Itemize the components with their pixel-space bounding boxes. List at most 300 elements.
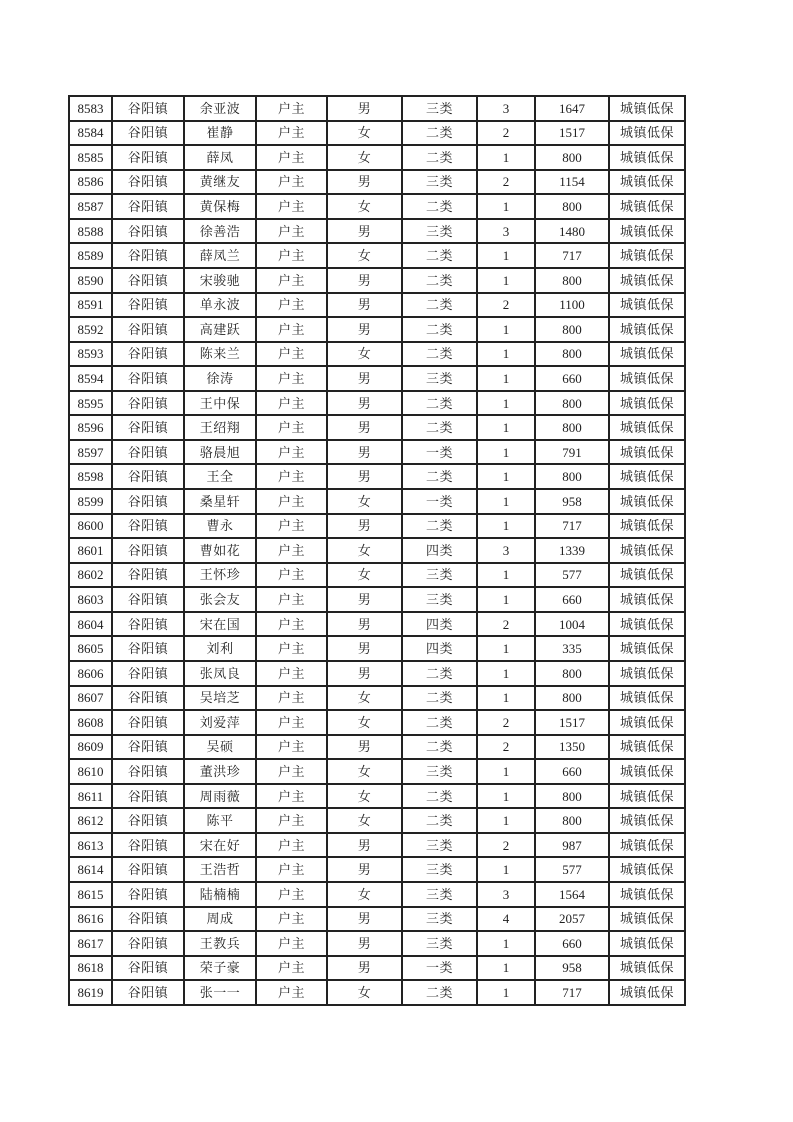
cell-household-relation: 户主 bbox=[256, 587, 327, 612]
cell-amount: 1647 bbox=[535, 96, 609, 121]
cell-record-id: 8615 bbox=[69, 882, 112, 907]
cell-town: 谷阳镇 bbox=[112, 612, 184, 637]
cell-household-size: 1 bbox=[477, 440, 535, 465]
table-row bbox=[69, 268, 685, 293]
table-row bbox=[69, 587, 685, 612]
cell-category: 三类 bbox=[402, 857, 477, 882]
cell-welfare-type: 城镇低保 bbox=[609, 808, 685, 833]
cell-household-relation: 户主 bbox=[256, 514, 327, 539]
cell-record-id: 8613 bbox=[69, 833, 112, 858]
cell-household-relation: 户主 bbox=[256, 464, 327, 489]
cell-amount: 800 bbox=[535, 464, 609, 489]
cell-town: 谷阳镇 bbox=[112, 268, 184, 293]
cell-household-size: 2 bbox=[477, 121, 535, 146]
cell-amount: 800 bbox=[535, 268, 609, 293]
cell-category: 三类 bbox=[402, 366, 477, 391]
cell-category: 一类 bbox=[402, 956, 477, 981]
cell-town: 谷阳镇 bbox=[112, 415, 184, 440]
cell-category: 三类 bbox=[402, 931, 477, 956]
cell-category: 二类 bbox=[402, 194, 477, 219]
cell-gender: 男 bbox=[327, 440, 402, 465]
cell-household-size: 1 bbox=[477, 194, 535, 219]
cell-household-size: 3 bbox=[477, 882, 535, 907]
cell-household-relation: 户主 bbox=[256, 784, 327, 809]
cell-category: 三类 bbox=[402, 563, 477, 588]
table-row bbox=[69, 440, 685, 465]
cell-welfare-type: 城镇低保 bbox=[609, 857, 685, 882]
cell-welfare-type: 城镇低保 bbox=[609, 956, 685, 981]
cell-record-id: 8596 bbox=[69, 415, 112, 440]
cell-gender: 女 bbox=[327, 342, 402, 367]
table-row bbox=[69, 563, 685, 588]
cell-household-size: 4 bbox=[477, 907, 535, 932]
cell-category: 三类 bbox=[402, 587, 477, 612]
cell-household-relation: 户主 bbox=[256, 538, 327, 563]
cell-household-size: 1 bbox=[477, 464, 535, 489]
cell-household-size: 1 bbox=[477, 784, 535, 809]
cell-gender: 女 bbox=[327, 194, 402, 219]
cell-welfare-type: 城镇低保 bbox=[609, 686, 685, 711]
cell-town: 谷阳镇 bbox=[112, 833, 184, 858]
cell-category: 四类 bbox=[402, 612, 477, 637]
cell-welfare-type: 城镇低保 bbox=[609, 194, 685, 219]
cell-record-id: 8599 bbox=[69, 489, 112, 514]
cell-gender: 男 bbox=[327, 956, 402, 981]
cell-record-id: 8601 bbox=[69, 538, 112, 563]
cell-category: 二类 bbox=[402, 293, 477, 318]
cell-gender: 男 bbox=[327, 96, 402, 121]
cell-category: 二类 bbox=[402, 735, 477, 760]
cell-resident-name: 余亚波 bbox=[184, 96, 256, 121]
cell-record-id: 8617 bbox=[69, 931, 112, 956]
cell-household-size: 1 bbox=[477, 243, 535, 268]
cell-gender: 女 bbox=[327, 759, 402, 784]
cell-gender: 男 bbox=[327, 415, 402, 440]
cell-resident-name: 刘利 bbox=[184, 636, 256, 661]
cell-town: 谷阳镇 bbox=[112, 219, 184, 244]
cell-record-id: 8586 bbox=[69, 170, 112, 195]
cell-category: 二类 bbox=[402, 464, 477, 489]
cell-amount: 717 bbox=[535, 514, 609, 539]
cell-gender: 男 bbox=[327, 587, 402, 612]
cell-category: 二类 bbox=[402, 784, 477, 809]
cell-household-size: 1 bbox=[477, 489, 535, 514]
cell-household-relation: 户主 bbox=[256, 710, 327, 735]
cell-gender: 女 bbox=[327, 686, 402, 711]
table-row bbox=[69, 194, 685, 219]
cell-town: 谷阳镇 bbox=[112, 735, 184, 760]
cell-gender: 男 bbox=[327, 661, 402, 686]
table-row bbox=[69, 857, 685, 882]
cell-household-size: 1 bbox=[477, 268, 535, 293]
cell-resident-name: 吴培芝 bbox=[184, 686, 256, 711]
cell-town: 谷阳镇 bbox=[112, 391, 184, 416]
cell-amount: 958 bbox=[535, 489, 609, 514]
cell-household-size: 3 bbox=[477, 219, 535, 244]
cell-household-size: 1 bbox=[477, 686, 535, 711]
cell-resident-name: 宋骏驰 bbox=[184, 268, 256, 293]
cell-household-relation: 户主 bbox=[256, 342, 327, 367]
cell-household-size: 2 bbox=[477, 735, 535, 760]
cell-gender: 女 bbox=[327, 808, 402, 833]
cell-amount: 800 bbox=[535, 784, 609, 809]
cell-resident-name: 曹永 bbox=[184, 514, 256, 539]
cell-gender: 男 bbox=[327, 514, 402, 539]
table-row bbox=[69, 538, 685, 563]
cell-household-relation: 户主 bbox=[256, 121, 327, 146]
table-row bbox=[69, 96, 685, 121]
cell-record-id: 8584 bbox=[69, 121, 112, 146]
table-row bbox=[69, 464, 685, 489]
cell-record-id: 8619 bbox=[69, 980, 112, 1005]
cell-record-id: 8587 bbox=[69, 194, 112, 219]
cell-household-relation: 户主 bbox=[256, 612, 327, 637]
cell-category: 二类 bbox=[402, 514, 477, 539]
cell-amount: 800 bbox=[535, 391, 609, 416]
cell-welfare-type: 城镇低保 bbox=[609, 784, 685, 809]
cell-resident-name: 黄继友 bbox=[184, 170, 256, 195]
cell-category: 二类 bbox=[402, 415, 477, 440]
cell-category: 二类 bbox=[402, 710, 477, 735]
cell-amount: 800 bbox=[535, 661, 609, 686]
cell-household-size: 1 bbox=[477, 563, 535, 588]
cell-resident-name: 董洪珍 bbox=[184, 759, 256, 784]
cell-household-relation: 户主 bbox=[256, 956, 327, 981]
cell-town: 谷阳镇 bbox=[112, 636, 184, 661]
cell-town: 谷阳镇 bbox=[112, 710, 184, 735]
cell-household-relation: 户主 bbox=[256, 145, 327, 170]
cell-gender: 男 bbox=[327, 636, 402, 661]
cell-welfare-type: 城镇低保 bbox=[609, 636, 685, 661]
cell-category: 三类 bbox=[402, 907, 477, 932]
table-row bbox=[69, 710, 685, 735]
cell-amount: 987 bbox=[535, 833, 609, 858]
cell-town: 谷阳镇 bbox=[112, 243, 184, 268]
cell-amount: 1517 bbox=[535, 710, 609, 735]
cell-welfare-type: 城镇低保 bbox=[609, 219, 685, 244]
cell-category: 二类 bbox=[402, 686, 477, 711]
cell-household-relation: 户主 bbox=[256, 243, 327, 268]
cell-household-relation: 户主 bbox=[256, 759, 327, 784]
cell-gender: 男 bbox=[327, 833, 402, 858]
cell-welfare-type: 城镇低保 bbox=[609, 710, 685, 735]
cell-category: 一类 bbox=[402, 440, 477, 465]
cell-resident-name: 崔静 bbox=[184, 121, 256, 146]
cell-welfare-type: 城镇低保 bbox=[609, 563, 685, 588]
cell-gender: 男 bbox=[327, 317, 402, 342]
cell-household-size: 2 bbox=[477, 293, 535, 318]
cell-gender: 男 bbox=[327, 170, 402, 195]
cell-amount: 717 bbox=[535, 980, 609, 1005]
cell-resident-name: 高建跃 bbox=[184, 317, 256, 342]
cell-welfare-type: 城镇低保 bbox=[609, 342, 685, 367]
table-row bbox=[69, 686, 685, 711]
cell-amount: 800 bbox=[535, 317, 609, 342]
cell-household-relation: 户主 bbox=[256, 440, 327, 465]
cell-gender: 男 bbox=[327, 464, 402, 489]
cell-gender: 女 bbox=[327, 489, 402, 514]
cell-town: 谷阳镇 bbox=[112, 170, 184, 195]
cell-gender: 男 bbox=[327, 293, 402, 318]
cell-resident-name: 王怀珍 bbox=[184, 563, 256, 588]
table-row bbox=[69, 219, 685, 244]
cell-household-relation: 户主 bbox=[256, 170, 327, 195]
cell-gender: 男 bbox=[327, 268, 402, 293]
cell-household-relation: 户主 bbox=[256, 317, 327, 342]
cell-category: 三类 bbox=[402, 219, 477, 244]
cell-town: 谷阳镇 bbox=[112, 145, 184, 170]
cell-resident-name: 徐涛 bbox=[184, 366, 256, 391]
cell-household-relation: 户主 bbox=[256, 563, 327, 588]
cell-resident-name: 黄保梅 bbox=[184, 194, 256, 219]
cell-welfare-type: 城镇低保 bbox=[609, 366, 685, 391]
cell-gender: 女 bbox=[327, 145, 402, 170]
cell-gender: 男 bbox=[327, 612, 402, 637]
cell-gender: 男 bbox=[327, 907, 402, 932]
cell-resident-name: 张凤良 bbox=[184, 661, 256, 686]
cell-amount: 1154 bbox=[535, 170, 609, 195]
cell-household-size: 1 bbox=[477, 342, 535, 367]
cell-household-size: 1 bbox=[477, 636, 535, 661]
table-row bbox=[69, 612, 685, 637]
cell-welfare-type: 城镇低保 bbox=[609, 661, 685, 686]
cell-town: 谷阳镇 bbox=[112, 514, 184, 539]
cell-household-size: 1 bbox=[477, 391, 535, 416]
cell-record-id: 8618 bbox=[69, 956, 112, 981]
table-row bbox=[69, 391, 685, 416]
cell-welfare-type: 城镇低保 bbox=[609, 145, 685, 170]
cell-household-relation: 户主 bbox=[256, 415, 327, 440]
cell-town: 谷阳镇 bbox=[112, 342, 184, 367]
cell-gender: 女 bbox=[327, 980, 402, 1005]
cell-amount: 800 bbox=[535, 194, 609, 219]
cell-household-relation: 户主 bbox=[256, 907, 327, 932]
cell-record-id: 8614 bbox=[69, 857, 112, 882]
cell-welfare-type: 城镇低保 bbox=[609, 293, 685, 318]
cell-household-relation: 户主 bbox=[256, 857, 327, 882]
cell-town: 谷阳镇 bbox=[112, 857, 184, 882]
cell-town: 谷阳镇 bbox=[112, 96, 184, 121]
cell-household-relation: 户主 bbox=[256, 391, 327, 416]
table-row bbox=[69, 317, 685, 342]
cell-town: 谷阳镇 bbox=[112, 317, 184, 342]
cell-household-size: 1 bbox=[477, 956, 535, 981]
cell-town: 谷阳镇 bbox=[112, 907, 184, 932]
cell-household-relation: 户主 bbox=[256, 636, 327, 661]
cell-amount: 717 bbox=[535, 243, 609, 268]
cell-welfare-type: 城镇低保 bbox=[609, 882, 685, 907]
cell-resident-name: 王中保 bbox=[184, 391, 256, 416]
table-row bbox=[69, 882, 685, 907]
table-row bbox=[69, 121, 685, 146]
cell-amount: 577 bbox=[535, 857, 609, 882]
cell-resident-name: 徐善浩 bbox=[184, 219, 256, 244]
cell-town: 谷阳镇 bbox=[112, 538, 184, 563]
cell-category: 二类 bbox=[402, 121, 477, 146]
cell-welfare-type: 城镇低保 bbox=[609, 170, 685, 195]
cell-welfare-type: 城镇低保 bbox=[609, 759, 685, 784]
cell-category: 三类 bbox=[402, 759, 477, 784]
table-row bbox=[69, 833, 685, 858]
cell-town: 谷阳镇 bbox=[112, 661, 184, 686]
cell-household-size: 1 bbox=[477, 808, 535, 833]
cell-household-relation: 户主 bbox=[256, 489, 327, 514]
table-row bbox=[69, 366, 685, 391]
table-row bbox=[69, 243, 685, 268]
cell-record-id: 8609 bbox=[69, 735, 112, 760]
cell-resident-name: 周雨薇 bbox=[184, 784, 256, 809]
cell-town: 谷阳镇 bbox=[112, 464, 184, 489]
table-row bbox=[69, 145, 685, 170]
cell-record-id: 8585 bbox=[69, 145, 112, 170]
cell-gender: 女 bbox=[327, 784, 402, 809]
cell-town: 谷阳镇 bbox=[112, 121, 184, 146]
cell-amount: 800 bbox=[535, 686, 609, 711]
cell-welfare-type: 城镇低保 bbox=[609, 391, 685, 416]
cell-amount: 1100 bbox=[535, 293, 609, 318]
cell-record-id: 8590 bbox=[69, 268, 112, 293]
cell-amount: 1004 bbox=[535, 612, 609, 637]
cell-resident-name: 宋在好 bbox=[184, 833, 256, 858]
cell-amount: 800 bbox=[535, 808, 609, 833]
cell-welfare-type: 城镇低保 bbox=[609, 907, 685, 932]
cell-category: 四类 bbox=[402, 538, 477, 563]
cell-amount: 958 bbox=[535, 956, 609, 981]
cell-record-id: 8604 bbox=[69, 612, 112, 637]
cell-record-id: 8598 bbox=[69, 464, 112, 489]
cell-resident-name: 薛凤兰 bbox=[184, 243, 256, 268]
cell-amount: 800 bbox=[535, 415, 609, 440]
cell-amount: 1350 bbox=[535, 735, 609, 760]
cell-gender: 女 bbox=[327, 710, 402, 735]
cell-amount: 1480 bbox=[535, 219, 609, 244]
cell-welfare-type: 城镇低保 bbox=[609, 931, 685, 956]
cell-household-relation: 户主 bbox=[256, 931, 327, 956]
cell-category: 一类 bbox=[402, 489, 477, 514]
cell-resident-name: 吴硕 bbox=[184, 735, 256, 760]
cell-amount: 335 bbox=[535, 636, 609, 661]
cell-household-relation: 户主 bbox=[256, 194, 327, 219]
cell-household-relation: 户主 bbox=[256, 686, 327, 711]
cell-resident-name: 张一一 bbox=[184, 980, 256, 1005]
cell-amount: 660 bbox=[535, 931, 609, 956]
cell-resident-name: 陈平 bbox=[184, 808, 256, 833]
cell-welfare-type: 城镇低保 bbox=[609, 833, 685, 858]
cell-record-id: 8594 bbox=[69, 366, 112, 391]
table-row bbox=[69, 931, 685, 956]
cell-amount: 2057 bbox=[535, 907, 609, 932]
cell-household-size: 1 bbox=[477, 366, 535, 391]
cell-welfare-type: 城镇低保 bbox=[609, 317, 685, 342]
cell-gender: 女 bbox=[327, 538, 402, 563]
table-row bbox=[69, 808, 685, 833]
cell-record-id: 8602 bbox=[69, 563, 112, 588]
cell-gender: 男 bbox=[327, 735, 402, 760]
welfare-records-table bbox=[68, 95, 686, 1006]
cell-household-relation: 户主 bbox=[256, 219, 327, 244]
cell-welfare-type: 城镇低保 bbox=[609, 96, 685, 121]
cell-record-id: 8597 bbox=[69, 440, 112, 465]
cell-gender: 女 bbox=[327, 882, 402, 907]
cell-record-id: 8603 bbox=[69, 587, 112, 612]
table-row bbox=[69, 784, 685, 809]
cell-household-size: 1 bbox=[477, 145, 535, 170]
cell-town: 谷阳镇 bbox=[112, 587, 184, 612]
cell-household-relation: 户主 bbox=[256, 96, 327, 121]
cell-gender: 男 bbox=[327, 931, 402, 956]
cell-resident-name: 薛凤 bbox=[184, 145, 256, 170]
cell-household-relation: 户主 bbox=[256, 293, 327, 318]
welfare-table bbox=[68, 95, 685, 1006]
cell-amount: 791 bbox=[535, 440, 609, 465]
cell-town: 谷阳镇 bbox=[112, 956, 184, 981]
cell-town: 谷阳镇 bbox=[112, 686, 184, 711]
cell-welfare-type: 城镇低保 bbox=[609, 415, 685, 440]
cell-record-id: 8583 bbox=[69, 96, 112, 121]
table-row bbox=[69, 907, 685, 932]
cell-town: 谷阳镇 bbox=[112, 440, 184, 465]
cell-category: 二类 bbox=[402, 317, 477, 342]
cell-household-size: 3 bbox=[477, 96, 535, 121]
cell-record-id: 8607 bbox=[69, 686, 112, 711]
cell-welfare-type: 城镇低保 bbox=[609, 121, 685, 146]
cell-gender: 男 bbox=[327, 857, 402, 882]
table-row bbox=[69, 514, 685, 539]
cell-record-id: 8589 bbox=[69, 243, 112, 268]
cell-household-size: 2 bbox=[477, 612, 535, 637]
cell-record-id: 8592 bbox=[69, 317, 112, 342]
cell-welfare-type: 城镇低保 bbox=[609, 440, 685, 465]
cell-resident-name: 王浩哲 bbox=[184, 857, 256, 882]
cell-category: 二类 bbox=[402, 243, 477, 268]
cell-record-id: 8606 bbox=[69, 661, 112, 686]
cell-welfare-type: 城镇低保 bbox=[609, 243, 685, 268]
cell-household-size: 1 bbox=[477, 931, 535, 956]
cell-household-relation: 户主 bbox=[256, 735, 327, 760]
table-row bbox=[69, 170, 685, 195]
cell-gender: 女 bbox=[327, 243, 402, 268]
cell-amount: 1339 bbox=[535, 538, 609, 563]
cell-welfare-type: 城镇低保 bbox=[609, 587, 685, 612]
cell-welfare-type: 城镇低保 bbox=[609, 268, 685, 293]
cell-category: 三类 bbox=[402, 170, 477, 195]
cell-resident-name: 王全 bbox=[184, 464, 256, 489]
cell-household-relation: 户主 bbox=[256, 808, 327, 833]
cell-gender: 女 bbox=[327, 121, 402, 146]
cell-household-relation: 户主 bbox=[256, 268, 327, 293]
cell-welfare-type: 城镇低保 bbox=[609, 980, 685, 1005]
cell-welfare-type: 城镇低保 bbox=[609, 538, 685, 563]
cell-household-size: 1 bbox=[477, 857, 535, 882]
cell-town: 谷阳镇 bbox=[112, 563, 184, 588]
cell-gender: 女 bbox=[327, 563, 402, 588]
cell-gender: 男 bbox=[327, 366, 402, 391]
cell-welfare-type: 城镇低保 bbox=[609, 514, 685, 539]
cell-category: 三类 bbox=[402, 882, 477, 907]
cell-record-id: 8611 bbox=[69, 784, 112, 809]
cell-record-id: 8593 bbox=[69, 342, 112, 367]
cell-household-relation: 户主 bbox=[256, 366, 327, 391]
cell-record-id: 8608 bbox=[69, 710, 112, 735]
cell-town: 谷阳镇 bbox=[112, 784, 184, 809]
cell-category: 二类 bbox=[402, 391, 477, 416]
cell-category: 三类 bbox=[402, 833, 477, 858]
cell-amount: 1517 bbox=[535, 121, 609, 146]
table-row bbox=[69, 735, 685, 760]
cell-amount: 660 bbox=[535, 366, 609, 391]
table-row bbox=[69, 342, 685, 367]
table-row bbox=[69, 415, 685, 440]
